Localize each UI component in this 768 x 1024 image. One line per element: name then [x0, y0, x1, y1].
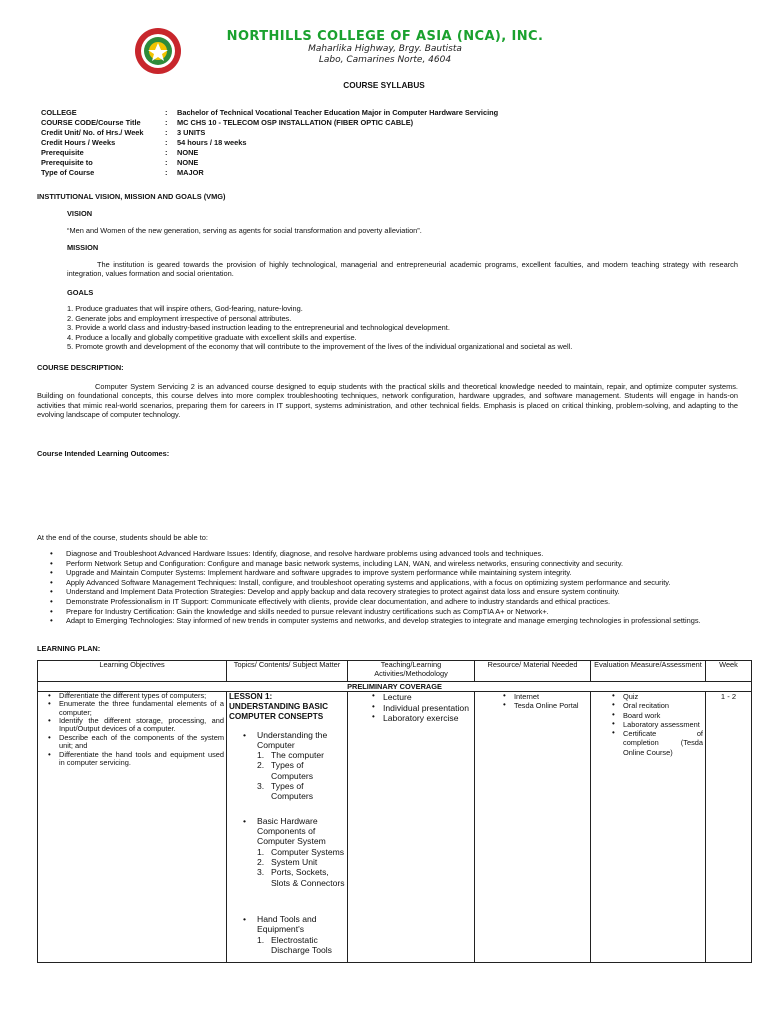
- week-cell: 1 - 2: [706, 692, 752, 963]
- info-value: MC CHS 10 - TELECOM OSP INSTALLATION (FIBER OPTIC CABLE): [177, 118, 414, 127]
- list-item: • Laboratory exercise: [383, 713, 472, 724]
- topic-title: • Understanding the Computer: [257, 729, 328, 750]
- list-item: 1. Produce graduates that will inspire others, God-fearing, nature-loving.: [67, 304, 303, 313]
- info-label: Credit Hours / Weeks: [41, 138, 116, 147]
- learning-plan-table: [37, 660, 752, 963]
- list-item: 2. Generate jobs and employment irrespective of personal attributes.: [67, 313, 292, 323]
- list-item: • Differentiate the hand tools and equipment used in computer servicing.: [59, 751, 224, 768]
- outcomes-heading: Course Intended Learning Outcomes:: [37, 449, 170, 458]
- column-header: Topics/ Contents/ Subject Matter: [227, 661, 348, 682]
- list-item: • Diagnose and Troubleshoot Advanced Hardware Issues: Identify, diagnose, and resolve hardware problems using advanced tools and techniques.: [66, 549, 701, 559]
- description-text: Computer System Servicing 2 is an advanced course designed to equip students with the practical skills and theoretical knowledge needed to maintain, repair, and optimize computer systems. Building on foundational concepts, this course delves into more complex troubleshooting techniques, network configuration, hardware upgrades, and software management. Students will engage in hands-on activities that mimic real-world scenarios, preparing them for careers in IT support, systems administration, and other technical fields. Emphasis is placed on critical thinking, problem-solving, and adapting to the evolving landscape of computer technology.: [37, 382, 738, 419]
- topic-title: • Hand Tools and Equipment's: [257, 913, 317, 935]
- subtopic-item: 3. Ports, Sockets, Slots & Connectors: [257, 867, 345, 888]
- info-row-course-code: COURSE CODE/Course Title : MC CHS 10 - TELECOM OSP INSTALLATION (FIBER OPTIC CABLE): [41, 118, 414, 127]
- list-item: 5. Promote growth and development of the economy that will contribute to the improvement of the lives of the individual organizational and societal as well.: [67, 342, 573, 352]
- list-item: • Oral recitation: [623, 701, 703, 710]
- info-value: MAJOR: [177, 168, 204, 177]
- subtopic-item: 1. The computer: [257, 750, 325, 761]
- resources-cell: [475, 692, 591, 963]
- list-item: • Adapt to Emerging Technologies: Stay informed of new trends in computer systems and networks, and develop strategies to integrate and manage emerging technologies in professional settings.: [66, 616, 701, 626]
- goals-heading: GOALS: [67, 288, 94, 297]
- column-header: Learning Objectives: [38, 661, 227, 682]
- lesson-title: LESSON 1:: [229, 692, 273, 701]
- methods-cell: [348, 692, 475, 963]
- list-item: • Differentiate the different types of computers;: [59, 692, 224, 700]
- list-item: • Understand and Implement Data Protection Strategies: Develop and apply backup and data recovery strategies to protect against data loss and ensure system continuity.: [66, 587, 701, 597]
- info-label: COLLEGE: [41, 108, 77, 117]
- vision-text: “Men and Women of the new generation, serving as agents for social transformation and poverty alleviation”.: [67, 226, 422, 235]
- document-title: COURSE SYLLABUS: [343, 81, 425, 90]
- goals-list: [67, 304, 572, 352]
- list-item: • Prepare for Industry Certification: Gain the knowledge and skills needed to pursue relevant industry certifications such as CompTIA A+ or Network+.: [66, 607, 701, 617]
- column-header: Week: [706, 661, 752, 682]
- topic-item: [257, 914, 345, 955]
- subtopic-item: 2. System Unit: [257, 856, 318, 867]
- address-line-1: Maharlika Highway, Brgy. Bautista: [308, 44, 462, 54]
- list-item: • Demonstrate Professionalism in IT Support: Communicate effectively with clients, provide clear documentation, and adhere to industry standards and ethical practices.: [66, 597, 701, 607]
- list-item: • Laboratory assessment: [623, 720, 703, 729]
- info-label: COURSE CODE/Course Title: [41, 118, 141, 127]
- school-name: NORTHILLS COLLEGE OF ASIA (NCA), INC.: [226, 29, 544, 44]
- vmg-heading: INSTITUTIONAL VISION, MISSION AND GOALS (VMG): [37, 192, 226, 201]
- info-row-prerequisite: Prerequisite : NONE: [41, 148, 199, 157]
- list-item: • Identify the different storage, processing, and Input/Output devices of a computer.: [59, 717, 224, 734]
- info-label: Prerequisite to: [41, 158, 93, 167]
- table-header-row: [38, 661, 752, 682]
- info-row-type: Type of Course : MAJOR: [41, 168, 204, 177]
- subtopic-item: 3. Types of Computers: [257, 781, 314, 802]
- evaluation-cell: [591, 692, 706, 963]
- coverage-row: [38, 682, 752, 692]
- list-item: • Certificate of completion (Tesda Online Course): [623, 729, 703, 757]
- list-item: • Upgrade and Maintain Computer Systems: Implement hardware and software upgrades to improve system performance while maintaining system integrity.: [66, 568, 701, 578]
- list-item: • Perform Network Setup and Configuration: Configure and manage basic network systems, including LAN, WAN, and wireless networks, ensuring connectivity and security.: [66, 559, 701, 569]
- lesson-subtitle: UNDERSTANDING BASIC COMPUTER CONSEPTS: [229, 701, 329, 721]
- outcomes-list: [38, 549, 701, 626]
- info-label: Type of Course: [41, 168, 95, 177]
- topic-item: [257, 816, 345, 888]
- list-item: • Tesda Online Portal: [514, 701, 588, 710]
- outcomes-intro: At the end of the course, students should be able to:: [37, 533, 208, 542]
- info-value: NONE: [177, 148, 199, 157]
- info-row-prerequisite-to: Prerequisite to : NONE: [41, 158, 199, 167]
- column-header: Evaluation Measure/Assessment: [591, 661, 706, 682]
- course-info-block: [41, 108, 498, 178]
- list-item: • Individual presentation: [383, 703, 472, 714]
- list-item: • Lecture: [383, 692, 472, 703]
- vision-heading: VISION: [67, 209, 93, 218]
- topic-item: [257, 730, 345, 802]
- info-label: Credit Unit/ No. of Hrs./ Week: [41, 128, 144, 137]
- objectives-cell: [38, 692, 227, 963]
- subtopic-item: 2. Types of Computers: [257, 760, 314, 781]
- column-header: Resource/ Material Needed: [475, 661, 591, 682]
- info-value: NONE: [177, 158, 199, 167]
- list-item: • Describe each of the components of the system unit; and: [59, 734, 224, 751]
- info-row-credit-hours: Credit Hours / Weeks : 54 hours / 18 weeks: [41, 138, 247, 147]
- list-item: • Board work: [623, 711, 703, 720]
- description-heading: COURSE DESCRIPTION:: [37, 363, 124, 372]
- info-value: 3 UNITS: [177, 128, 206, 137]
- column-header: Teaching/Learning Activities/Methodology: [348, 661, 475, 682]
- list-item: • Apply Advanced Software Management Techniques: Install, configure, and troubleshoot operating systems and applications, with a focus on optimizing system performance and security.: [66, 578, 701, 588]
- subtopic-item: 1. Electrostatic Discharge Tools: [257, 934, 332, 955]
- info-value: Bachelor of Technical Vocational Teacher Education Major in Computer Hardware Servicing: [177, 108, 499, 117]
- topic-title: • Basic Hardware Components of Computer System: [257, 815, 326, 847]
- info-value: 54 hours / 18 weeks: [177, 138, 247, 147]
- info-label: Prerequisite: [41, 148, 84, 157]
- info-row-college: COLLEGE : Bachelor of Technical Vocational Teacher Education Major in Computer Hardware Servicing: [41, 108, 499, 117]
- coverage-label: PRELIMINARY COVERAGE: [38, 682, 752, 692]
- list-item: 4. Produce a locally and globally competitive graduate with excellent skills and expertise.: [67, 332, 357, 342]
- topics-cell: [227, 692, 348, 963]
- learning-plan-heading: LEARNING PLAN:: [37, 644, 101, 653]
- mission-text: The institution is geared towards the provision of highly technological, managerial and entrepreneurial academic programs, excellent faculties, and modern teaching strategy with research integration, values formation and social orientation.: [67, 260, 738, 279]
- list-item: • Internet: [514, 692, 588, 701]
- list-item: • Enumerate the three fundamental elements of a computer;: [59, 700, 224, 717]
- list-item: 3. Provide a world class and industry-based instruction leading to the entrepreneurial and technological development.: [67, 323, 450, 333]
- subtopic-item: 1. Computer Systems: [257, 846, 345, 857]
- address-line-2: Labo, Camarines Norte, 4604: [318, 55, 452, 65]
- list-item: • Quiz: [623, 692, 703, 701]
- mission-heading: MISSION: [67, 243, 99, 252]
- table-row: [38, 692, 752, 963]
- info-row-credit-unit: Credit Unit/ No. of Hrs./ Week : 3 UNITS: [41, 128, 206, 137]
